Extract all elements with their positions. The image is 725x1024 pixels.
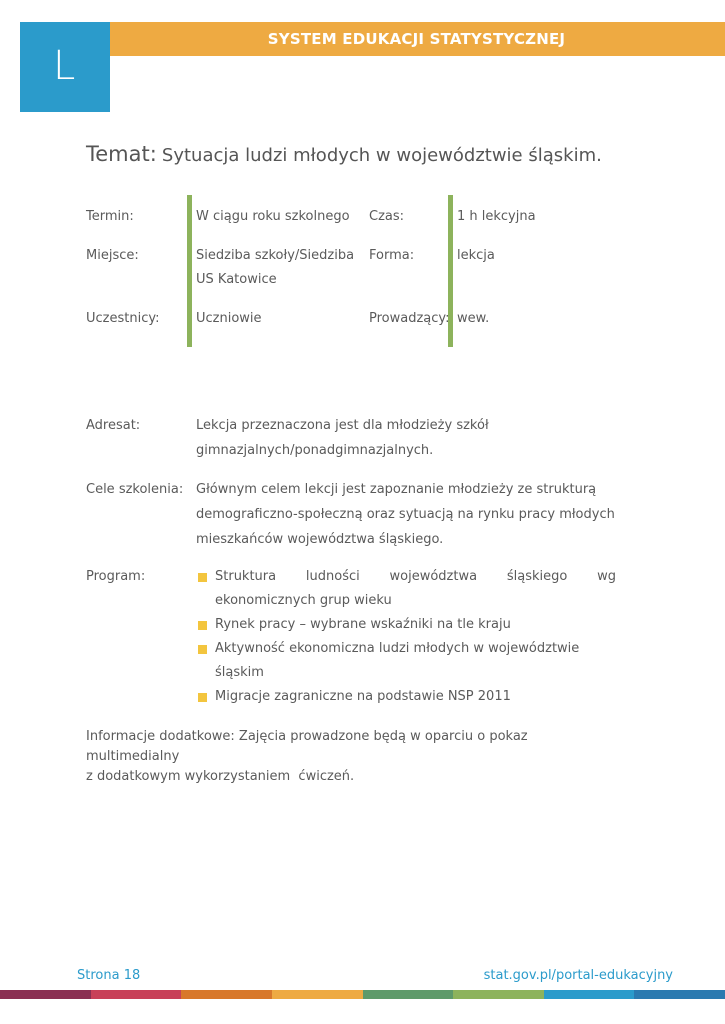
color-strip-segment xyxy=(453,990,544,999)
forma-value: lekcja xyxy=(457,248,495,263)
square-bullet-icon xyxy=(198,693,207,702)
page-number: Strona 18 xyxy=(77,968,141,983)
program-item-text: Migracje zagraniczne na podstawie NSP 2011 xyxy=(215,689,511,704)
adresat-line: Lekcja przeznaczona jest dla młodzieży szkół xyxy=(196,418,489,433)
portal-link[interactable]: stat.gov.pl/portal-edukacyjny xyxy=(483,968,673,983)
adresat-label: Adresat: xyxy=(86,418,141,433)
miejsce-value-line2: US Katowice xyxy=(196,272,277,287)
uczestnicy-label: Uczestnicy: xyxy=(86,311,160,326)
cele-line: demograficzno-społeczną oraz sytuacją na rynku pracy młodych xyxy=(196,507,615,522)
miejsce-value-line1: Siedziba szkoły/Siedziba xyxy=(196,248,355,263)
cele-line: Głównym celem lekcji jest zapoznanie młodzieży ze strukturą xyxy=(196,482,597,497)
additional-info-line: Informacje dodatkowe: Zajęcia prowadzone będą w oparciu o pokaz multimedialny xyxy=(86,729,528,764)
footer-color-strip xyxy=(0,990,725,999)
program-label: Program: xyxy=(86,569,146,584)
color-strip-segment xyxy=(363,990,454,999)
color-strip-segment xyxy=(634,990,725,999)
square-bullet-icon xyxy=(198,621,207,630)
miejsce-label: Miejsce: xyxy=(86,248,139,263)
program-item-text: Aktywność ekonomiczna ludzi młodych w województwie śląskim xyxy=(215,641,580,680)
termin-label: Termin: xyxy=(86,209,134,224)
program-item xyxy=(196,613,616,637)
color-strip-segment xyxy=(544,990,635,999)
program-item-text: Struktura ludności województwa śląskiego wg ekonomicznych grup wieku xyxy=(215,569,616,608)
czas-value: 1 h lekcyjna xyxy=(457,209,536,224)
chapter-badge-letter: L xyxy=(53,43,76,89)
program-item xyxy=(196,565,616,613)
program-list xyxy=(196,565,616,709)
forma-label: Forma: xyxy=(369,248,415,263)
program-item xyxy=(196,637,616,685)
topic-heading xyxy=(86,142,602,166)
prowadzacy-label: Prowadzący: xyxy=(369,311,450,326)
uczestnicy-value: Uczniowie xyxy=(196,311,262,326)
adresat-line: gimnazjalnych/ponadgimnazjalnych. xyxy=(196,443,434,458)
cele-line: mieszkańców województwa śląskiego. xyxy=(196,532,444,547)
additional-info xyxy=(86,727,606,787)
color-strip-segment xyxy=(0,990,91,999)
color-strip-segment xyxy=(91,990,182,999)
program-item-text: Rynek pracy – wybrane wskaźniki na tle kraju xyxy=(215,617,511,632)
topic-value: Sytuacja ludzi młodych w województwie śląskim. xyxy=(161,145,602,166)
header-title: SYSTEM EDUKACJI STATYSTYCZNEJ xyxy=(267,30,566,48)
square-bullet-icon xyxy=(198,573,207,582)
color-strip-segment xyxy=(181,990,272,999)
prowadzacy-value: wew. xyxy=(457,311,490,326)
cele-label: Cele szkolenia: xyxy=(86,482,184,497)
czas-label: Czas: xyxy=(369,209,405,224)
adresat-text xyxy=(196,413,616,463)
info-divider-left xyxy=(187,195,192,347)
termin-value: W ciągu roku szkolnego xyxy=(196,209,350,224)
square-bullet-icon xyxy=(198,645,207,654)
cele-text xyxy=(196,477,616,552)
additional-info-line: z dodatkowym wykorzystaniem ćwiczeń. xyxy=(86,769,355,784)
color-strip-segment xyxy=(272,990,363,999)
topic-label: Temat: xyxy=(86,142,157,166)
program-item xyxy=(196,685,616,709)
